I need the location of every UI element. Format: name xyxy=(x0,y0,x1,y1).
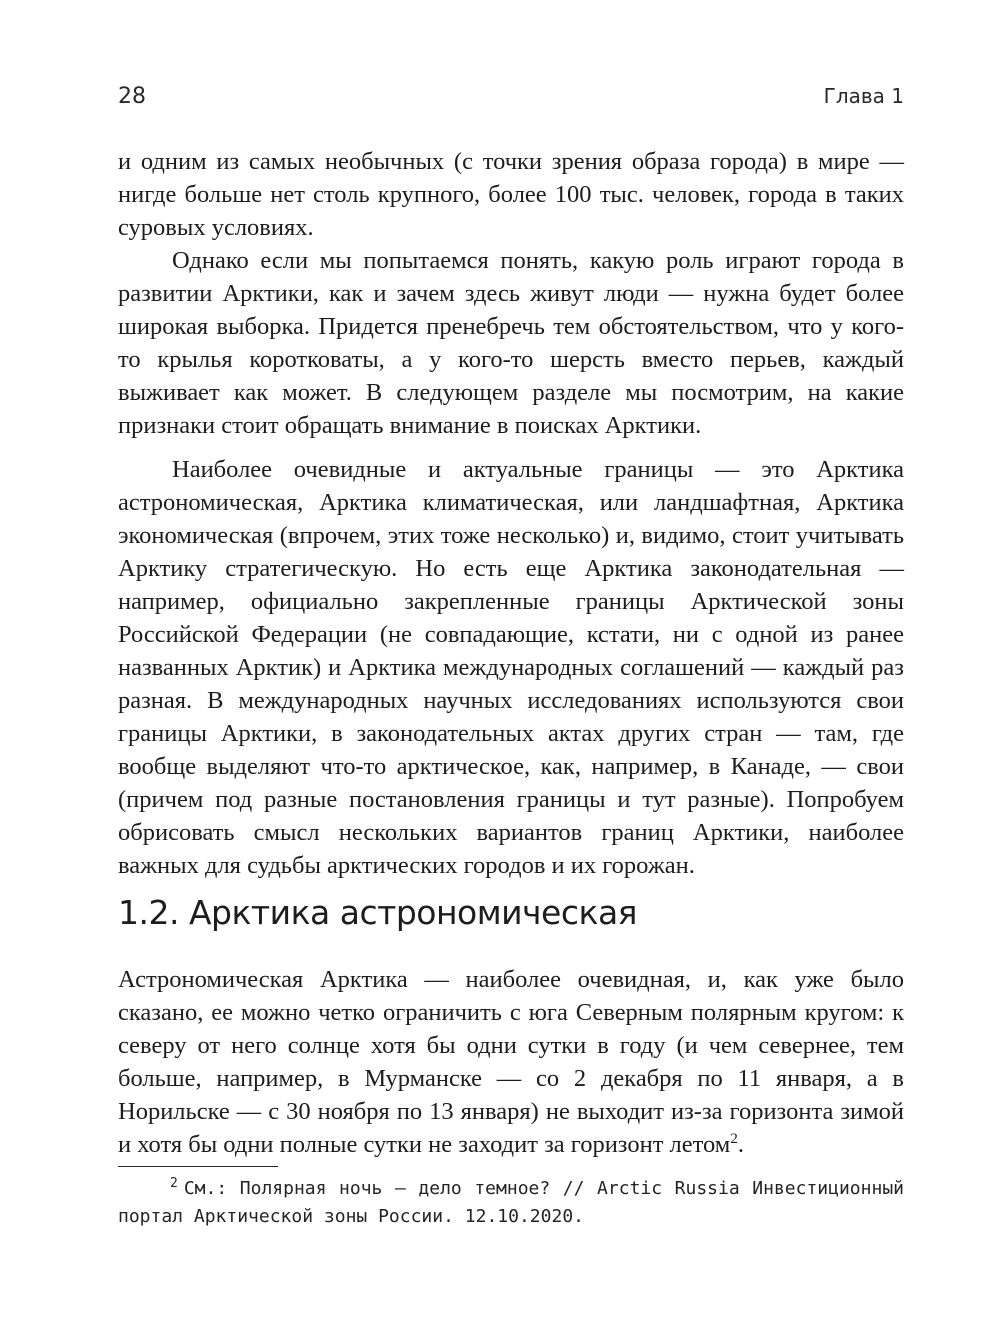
section-paragraph-text: Астрономическая Арктика — наиболее очевидная, и, как уже было сказано, ее можно четко ограничить с юга Северным полярным кругом: к северу от него солнце хотя бы одни сутки в году (и чем севернее, тем больше, например, в Мурманске — со 2 декабря по 11 января, а в Норильске — с 30 ноября по 13 января) не выходит из-за горизонта зимой и хотя бы одни полные сутки не заходит за горизонт летом xyxy=(118,966,904,1158)
chapter-label: Глава 1 xyxy=(823,84,904,108)
section-heading: 1.2. Арктика астрономическая xyxy=(118,893,638,932)
footnote-marker: 2 xyxy=(170,1176,178,1191)
page-number: 28 xyxy=(118,84,146,109)
paragraph: Однако если мы попытаемся понять, какую роль играют города в развитии Арктики, как и зачем здесь живут люди — нужна будет более широкая выборка. Придется пренебречь тем обстоятельством, что у кого-то крылья коротковаты, а у кого-то шерсть вместо перьев, каждый выживает как может. В следующем разделе мы посмотрим, на какие признаки стоит обращать внимание в поисках Арктики. xyxy=(118,247,904,439)
footnote-reference[interactable]: 2 xyxy=(730,1130,738,1147)
footnote-divider xyxy=(118,1166,278,1167)
running-head xyxy=(118,84,904,120)
paragraph-continuation: и одним из самых необычных (с точки зрения образа города) в мире — нигде больше нет столь крупного, более 100 тыс. человек, города в таких суровых условиях. xyxy=(118,148,904,241)
section-paragraph: Астрономическая Арктика — наиболее очевидная, и, как уже было сказано, ее можно четко ограничить с юга Северным полярным кругом: к северу от него солнце хотя бы одни сутки в году (и чем севернее, тем больше, например, в Мурманске — со 2 декабря по 11 января, а в Норильске — с 30 ноября по 13 января) не выходит из-за горизонта зимой и хотя бы одни полные сутки не заходит за горизонт летом$^2$. xyxy=(118,966,904,1158)
footnote-text: См.: Полярная ночь — дело темное? // Arctic Russia Инвестиционный портал Арктической зоны России. 12.10.2020. xyxy=(118,1178,904,1227)
paragraph: Наиболее очевидные и актуальные границы — это Арктика астрономическая, Арктика климатическая, или ландшафтная, Арктика экономическая (впрочем, этих тоже несколько) и, видимо, стоит учитывать Арктику стратегическую. Но есть еще Арктика законодательная — например, официально закрепленные границы Арктической зоны Российской Федерации (не совпадающие, кстати, ни с одной из ранее названных Арктик) и Арктика международных соглашений — каждый раз разная. В международных научных исследованиях используются свои границы Арктики, в законодательных актах других стран — там, где вообще выделяют что-то арктическое, как, например, в Канаде, — свои (причем под разные постановления границы и тут разные). Попробуем обрисовать смысл нескольких вариантов границ Арктики, наиболее важных для судьбы арктических городов и их горожан. xyxy=(118,456,904,879)
footnote xyxy=(118,1175,904,1231)
